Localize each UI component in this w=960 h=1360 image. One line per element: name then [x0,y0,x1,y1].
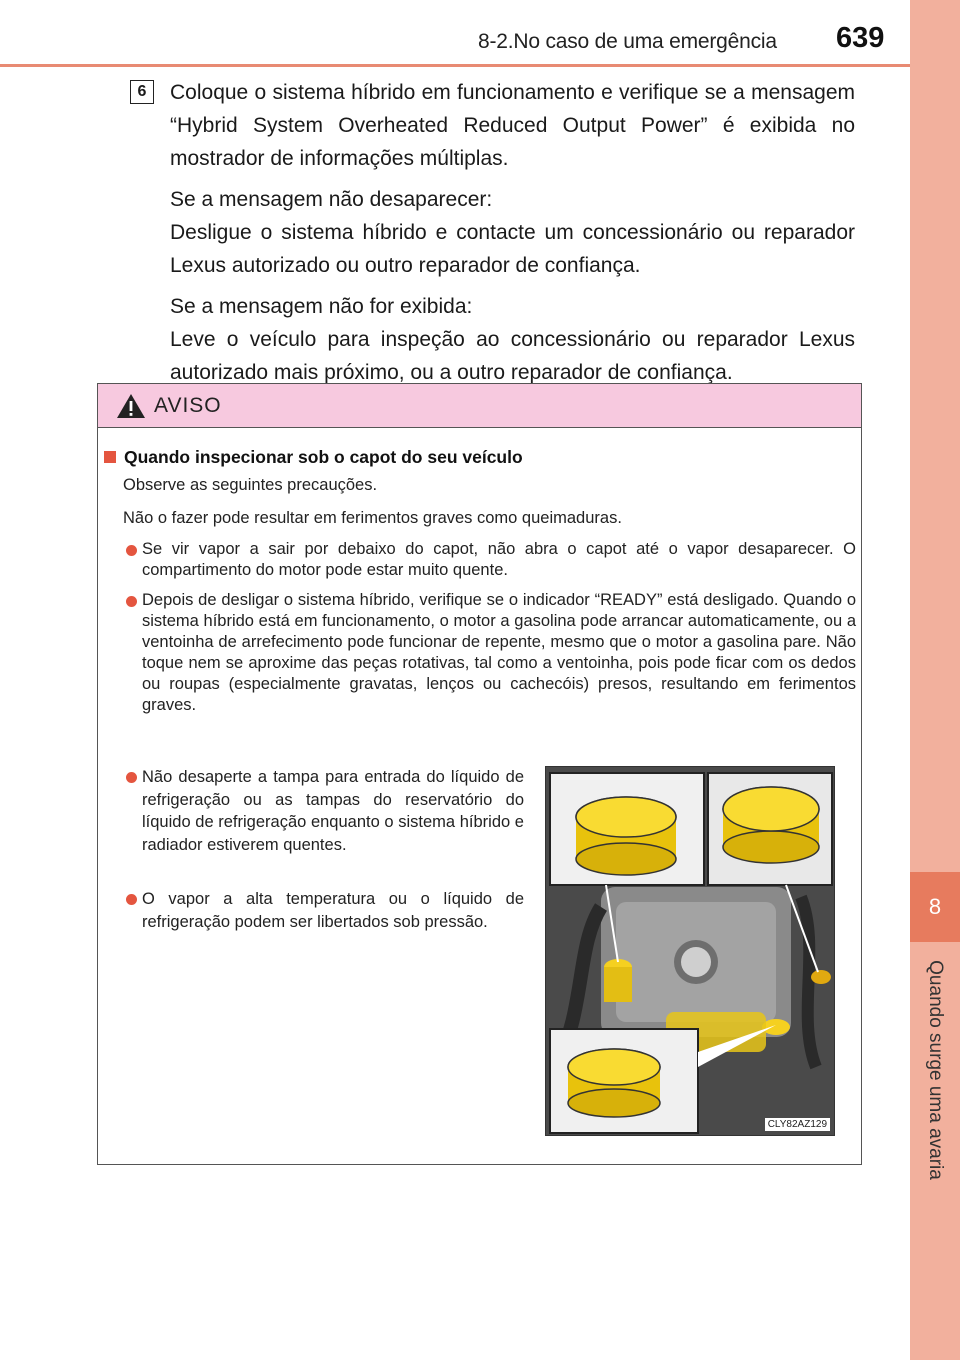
step-paragraph: Coloque o sistema híbrido em funcionamento e verifique se a mensagem “Hybrid System Overheated Reduced Output Power” é exibida no mostrador de informações múltiplas. [170,81,855,170]
page-number: 639 [836,22,885,54]
bullet-dot-icon [126,545,137,556]
step-condition-action: Desligue o sistema híbrido e contacte um concessionário ou reparador Lexus autorizado ou outro reparador de confiança. [170,221,855,277]
warning-bullet: Não desaperte a tampa para entrada do líquido de refrigeração ou as tampas do reservatório do líquido de refrigeração enquanto o sistema híbrido e radiador estiverem quentes. [126,766,524,856]
warning-bullet: Se vir vapor a sair por debaixo do capot, não abra o capot até o vapor desaparecer. O compartimento do motor pode estar muito quente. [126,539,856,581]
warning-intro: Não o fazer pode resultar em ferimentos graves como queimaduras. [123,509,622,527]
square-bullet-icon [104,451,116,463]
step-number-badge: 6 [130,80,154,104]
bullet-dot-icon [126,772,137,783]
chapter-number: 8 [928,894,942,919]
header-divider [0,64,910,67]
warning-intro: Observe as seguintes precauções. [123,476,378,494]
step-body [170,76,855,389]
warning-title: AVISO [154,393,222,417]
engine-illustration [546,767,835,1136]
chapter-tab[interactable] [910,872,960,942]
warning-box [97,383,862,1165]
step-condition-lead: Se a mensagem não for exibida: [170,295,473,318]
bullet-dot-icon [126,596,137,607]
warning-section-heading: Quando inspecionar sob o capot do seu veículo [104,447,523,468]
step-condition-lead: Se a mensagem não desaparecer: [170,188,493,211]
engine-compartment-photo [545,766,835,1136]
warning-bullet: Depois de desligar o sistema híbrido, verifique se o indicador “READY” está desligado. Quando o sistema híbrido está em funcionamento, o motor a gasolina pode arrancar automaticamente, ou a ventoinha de arrefecimento pode funcionar de repente, mesmo que o motor a gasolina pare. Não toque nem se aproxime das peças rotativas, tal como a ventoinha, pois pode ficar com os dedos ou roupas (especialmente gravatas, lenços ou cachecóis) presos, resultando em ferimentos graves. [126,590,856,716]
section-title: 8-2.No caso de uma emergência [478,30,777,53]
chapter-label: Quando surge uma avaria [925,960,946,1180]
warning-bullet: O vapor a alta temperatura ou o líquido de refrigeração podem ser libertados sob pressão. [126,888,524,933]
step-condition-action: Leve o veículo para inspeção ao concessionário ou reparador Lexus autorizado mais próximo, ou a outro reparador de confiança. [170,328,855,384]
image-reference-code: CLY82AZ129 [765,1118,830,1131]
warning-triangle-icon [116,393,146,419]
warning-header [98,384,861,428]
bullet-dot-icon [126,894,137,905]
